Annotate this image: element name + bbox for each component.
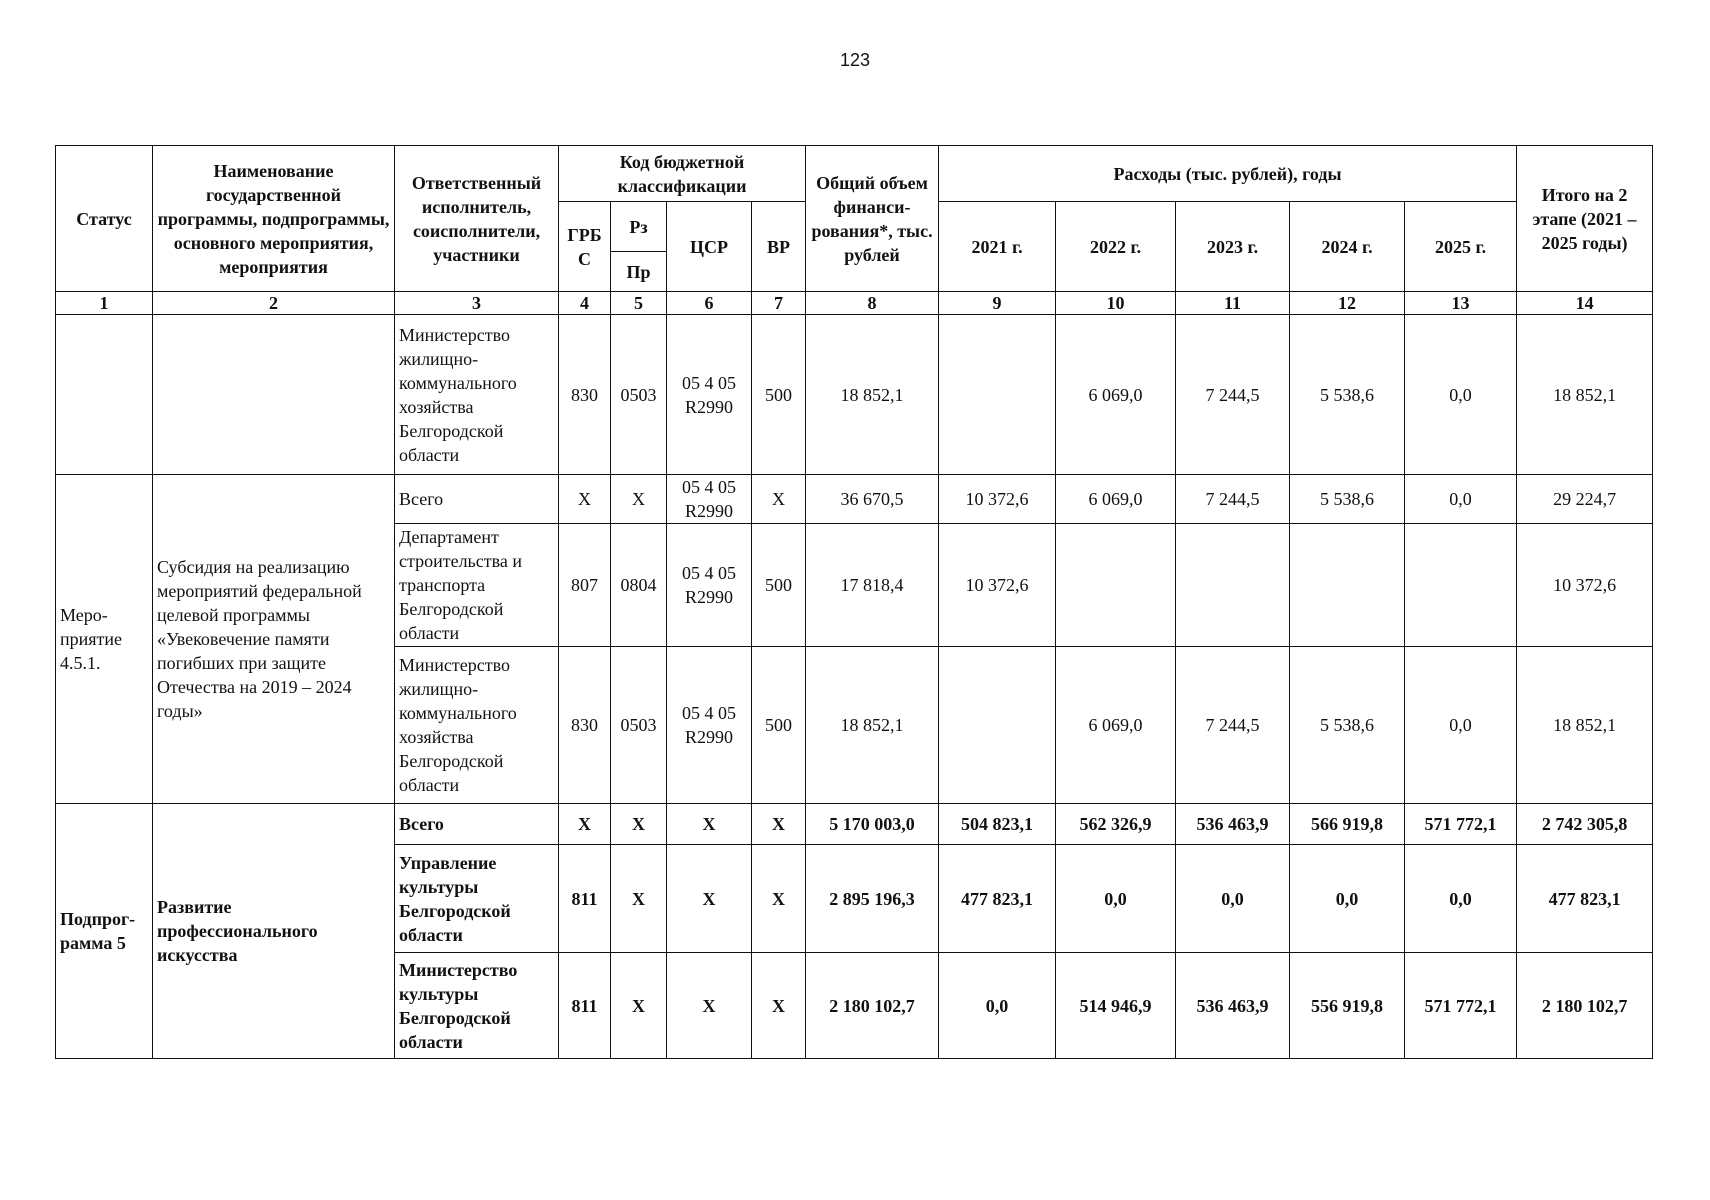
col-number: 10 (1056, 292, 1176, 315)
year-2024-cell: 556 919,8 (1290, 953, 1405, 1059)
col-number: 13 (1405, 292, 1517, 315)
total-volume-cell: 18 852,1 (806, 315, 939, 475)
csr-cell: 05 4 05 R2990 (667, 647, 752, 804)
status-cell: Подпрог- рамма 5 (56, 804, 153, 1059)
grbs-cell: 811 (559, 953, 611, 1059)
header-csr: ЦСР (667, 202, 752, 292)
year-2023-cell (1176, 524, 1290, 647)
col-number: 8 (806, 292, 939, 315)
rzpr-cell: 0503 (611, 647, 667, 804)
header-year-2023: 2023 г. (1176, 202, 1290, 292)
rzpr-cell: X (611, 475, 667, 524)
year-2023-cell: 7 244,5 (1176, 647, 1290, 804)
responsible-cell: Департамент строительства и транспорта Белгородской области (395, 524, 559, 647)
program-name-cell (153, 315, 395, 475)
total-volume-cell: 17 818,4 (806, 524, 939, 647)
col-number: 7 (752, 292, 806, 315)
itogo-cell: 2 180 102,7 (1517, 953, 1653, 1059)
col-number: 2 (153, 292, 395, 315)
csr-cell: 05 4 05 R2990 (667, 524, 752, 647)
header-grbs: ГРБ С (559, 202, 611, 292)
year-2025-cell: 0,0 (1405, 315, 1517, 475)
col-number: 5 (611, 292, 667, 315)
header-pr: Пр (611, 252, 667, 292)
year-2022-cell: 6 069,0 (1056, 647, 1176, 804)
grbs-cell: 811 (559, 845, 611, 953)
year-2023-cell: 7 244,5 (1176, 475, 1290, 524)
year-2025-cell: 0,0 (1405, 647, 1517, 804)
col-number: 11 (1176, 292, 1290, 315)
csr-cell: X (667, 804, 752, 845)
grbs-cell: 830 (559, 315, 611, 475)
table-row (56, 804, 1653, 845)
header-year-2021: 2021 г. (939, 202, 1056, 292)
year-2022-cell (1056, 524, 1176, 647)
year-2022-cell: 0,0 (1056, 845, 1176, 953)
itogo-cell: 18 852,1 (1517, 647, 1653, 804)
rzpr-cell: 0804 (611, 524, 667, 647)
year-2022-cell: 6 069,0 (1056, 315, 1176, 475)
column-numbers-row (56, 292, 1653, 315)
vr-cell: X (752, 953, 806, 1059)
col-number: 4 (559, 292, 611, 315)
col-number: 6 (667, 292, 752, 315)
total-volume-cell: 2 180 102,7 (806, 953, 939, 1059)
vr-cell: X (752, 845, 806, 953)
itogo-cell: 18 852,1 (1517, 315, 1653, 475)
table-row (56, 475, 1653, 524)
program-name-cell: Субсидия на реализацию мероприятий федеральной целевой программы «Увековечение памяти погибших при защите Отечества на 2019 – 2024 годы» (153, 475, 395, 804)
header-vr: ВР (752, 202, 806, 292)
year-2021-cell: 477 823,1 (939, 845, 1056, 953)
header-itogo: Итого на 2 этапе (2021 – 2025 годы) (1517, 146, 1653, 292)
rzpr-cell: X (611, 804, 667, 845)
csr-cell: X (667, 953, 752, 1059)
header-responsible: Ответственный исполнитель, соисполнители, участники (395, 146, 559, 292)
csr-cell: 05 4 05 R2990 (667, 475, 752, 524)
itogo-cell: 10 372,6 (1517, 524, 1653, 647)
year-2021-cell: 0,0 (939, 953, 1056, 1059)
year-2024-cell: 5 538,6 (1290, 315, 1405, 475)
rzpr-cell: 0503 (611, 315, 667, 475)
responsible-cell: Министерство жилищно- коммунального хозяйства Белгородской области (395, 647, 559, 804)
responsible-cell: Управление культуры Белгородской области (395, 845, 559, 953)
budget-table (55, 145, 1653, 1059)
year-2022-cell: 562 326,9 (1056, 804, 1176, 845)
program-name-cell: Развитие профессионального искусства (153, 804, 395, 1059)
page-number: 123 (839, 50, 871, 70)
responsible-cell: Министерство жилищно- коммунального хозяйства Белгородской области (395, 315, 559, 475)
total-volume-cell: 2 895 196,3 (806, 845, 939, 953)
rzpr-cell: X (611, 845, 667, 953)
status-cell: Меро- приятие 4.5.1. (56, 475, 153, 804)
year-2021-cell: 10 372,6 (939, 475, 1056, 524)
grbs-cell: 807 (559, 524, 611, 647)
year-2023-cell: 0,0 (1176, 845, 1290, 953)
vr-cell: X (752, 804, 806, 845)
year-2024-cell: 5 538,6 (1290, 647, 1405, 804)
col-number: 14 (1517, 292, 1653, 315)
col-number: 12 (1290, 292, 1405, 315)
vr-cell: 500 (752, 315, 806, 475)
table-row (56, 315, 1653, 475)
responsible-cell: Всего (395, 475, 559, 524)
year-2021-cell (939, 647, 1056, 804)
rzpr-cell: X (611, 953, 667, 1059)
year-2021-cell (939, 315, 1056, 475)
year-2025-cell: 571 772,1 (1405, 804, 1517, 845)
header-total-volume: Общий объем финанси- рования*, тыс. рублей (806, 146, 939, 292)
csr-cell: X (667, 845, 752, 953)
grbs-cell: X (559, 804, 611, 845)
header-rz: Рз (611, 202, 667, 252)
year-2021-cell: 504 823,1 (939, 804, 1056, 845)
col-number: 1 (56, 292, 153, 315)
year-2025-cell: 0,0 (1405, 845, 1517, 953)
year-2023-cell: 536 463,9 (1176, 953, 1290, 1059)
vr-cell: 500 (752, 524, 806, 647)
year-2024-cell: 5 538,6 (1290, 475, 1405, 524)
col-number: 9 (939, 292, 1056, 315)
grbs-cell: X (559, 475, 611, 524)
header-year-2025: 2025 г. (1405, 202, 1517, 292)
header-year-2022: 2022 г. (1056, 202, 1176, 292)
header-year-2024: 2024 г. (1290, 202, 1405, 292)
year-2022-cell: 6 069,0 (1056, 475, 1176, 524)
csr-cell: 05 4 05 R2990 (667, 315, 752, 475)
year-2024-cell (1290, 524, 1405, 647)
header-code-group: Код бюджетной классификации (559, 146, 806, 202)
itogo-cell: 2 742 305,8 (1517, 804, 1653, 845)
grbs-cell: 830 (559, 647, 611, 804)
responsible-cell: Всего (395, 804, 559, 845)
total-volume-cell: 18 852,1 (806, 647, 939, 804)
status-cell (56, 315, 153, 475)
total-volume-cell: 5 170 003,0 (806, 804, 939, 845)
header-status: Статус (56, 146, 153, 292)
year-2025-cell (1405, 524, 1517, 647)
year-2023-cell: 7 244,5 (1176, 315, 1290, 475)
year-2021-cell: 10 372,6 (939, 524, 1056, 647)
vr-cell: 500 (752, 647, 806, 804)
header-name: Наименование государственной программы, подпрограммы, основного мероприятия, мероприятия (153, 146, 395, 292)
responsible-cell: Министерство культуры Белгородской области (395, 953, 559, 1059)
col-number: 3 (395, 292, 559, 315)
itogo-cell: 477 823,1 (1517, 845, 1653, 953)
year-2024-cell: 0,0 (1290, 845, 1405, 953)
year-2022-cell: 514 946,9 (1056, 953, 1176, 1059)
year-2023-cell: 536 463,9 (1176, 804, 1290, 845)
total-volume-cell: 36 670,5 (806, 475, 939, 524)
year-2025-cell: 571 772,1 (1405, 953, 1517, 1059)
header-expenses-group: Расходы (тыс. рублей), годы (939, 146, 1517, 202)
itogo-cell: 29 224,7 (1517, 475, 1653, 524)
year-2024-cell: 566 919,8 (1290, 804, 1405, 845)
year-2025-cell: 0,0 (1405, 475, 1517, 524)
vr-cell: X (752, 475, 806, 524)
